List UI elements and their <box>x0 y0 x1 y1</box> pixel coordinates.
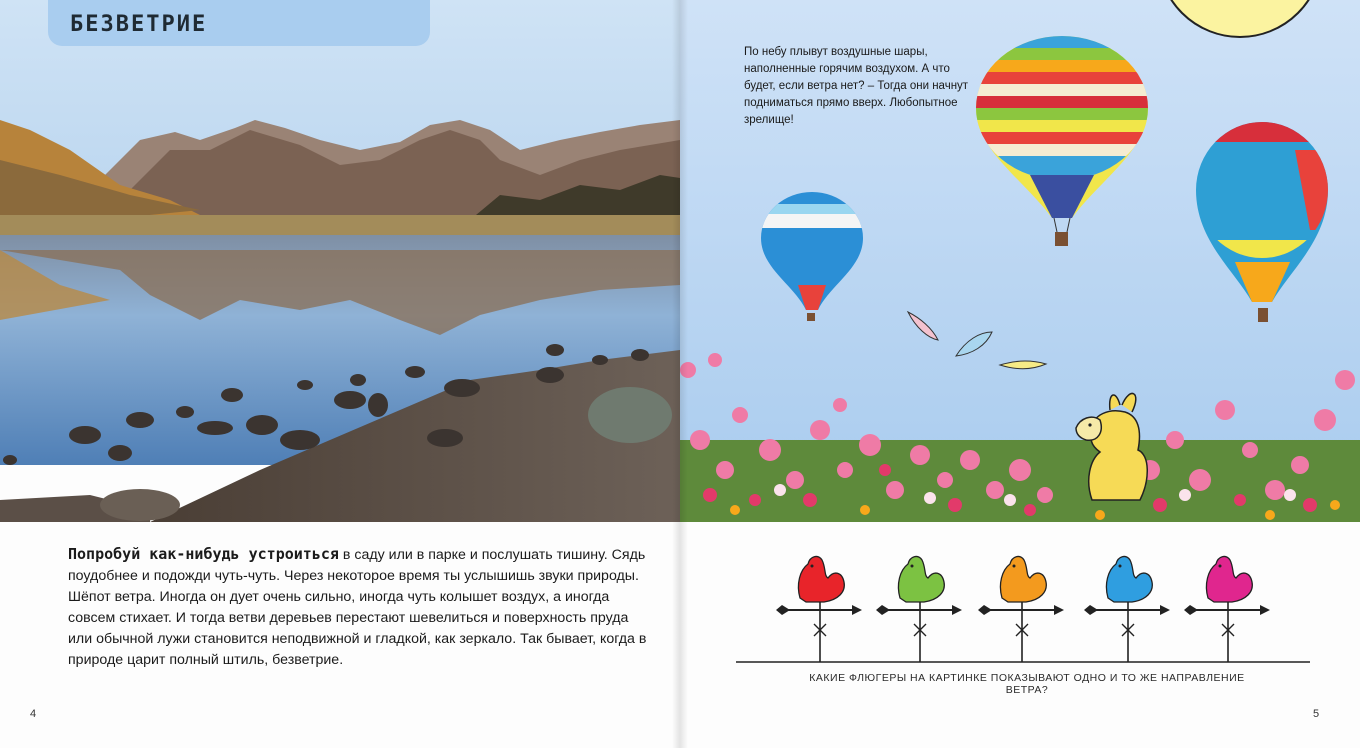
weathervane-rooster-icon <box>1084 557 1170 662</box>
balloon-paragraph: По небу плывут воздушные шары, наполненные горячим воздухом. А что будет, если ветра нет? – Тогда они начнут подниматься прямо вверх. Любопытное зрелище! <box>744 46 969 126</box>
lake-mountain-photo <box>0 0 680 522</box>
page-number-left: 4 <box>30 708 37 720</box>
weathervane-rooster-icon <box>876 557 962 662</box>
weathervane-rooster-icon <box>1184 557 1270 662</box>
weathervane-rooster-icon <box>776 557 862 662</box>
weathervane-rooster-icon <box>978 557 1064 662</box>
right-page <box>680 0 1360 748</box>
weathervanes-illustration <box>680 540 1360 680</box>
quiz-question: КАКИЕ ФЛЮГЕРЫ НА КАРТИНКЕ ПОКАЗЫВАЮТ ОДНО И ТО ЖЕ НАПРАВЛЕНИЕ ВЕТРА? <box>809 672 1245 696</box>
main-paragraph <box>68 544 648 671</box>
paragraph-lead: Попробуй как-нибудь устроиться <box>68 545 339 563</box>
page-number-right: 5 <box>1313 708 1320 720</box>
page-title: БЕЗВЕТРИЕ <box>70 12 208 37</box>
paragraph-body: в саду или в парке и послушать тишину. Сядь поудобнее и подожди чуть-чуть. Через некоторое время ты услышишь звуки природы. Шёпот ветра. Иногда он дует очень сильно, иногда чуть колышет воздух, а иногда совсем стихает. И тогда ветви деревьев перестают шевелиться и поверхность пруда или обычной лужи становится неподвижной и гладкой, как зеркало. Так бывает, когда в природе царит полный штиль, безветрие. <box>68 547 647 668</box>
